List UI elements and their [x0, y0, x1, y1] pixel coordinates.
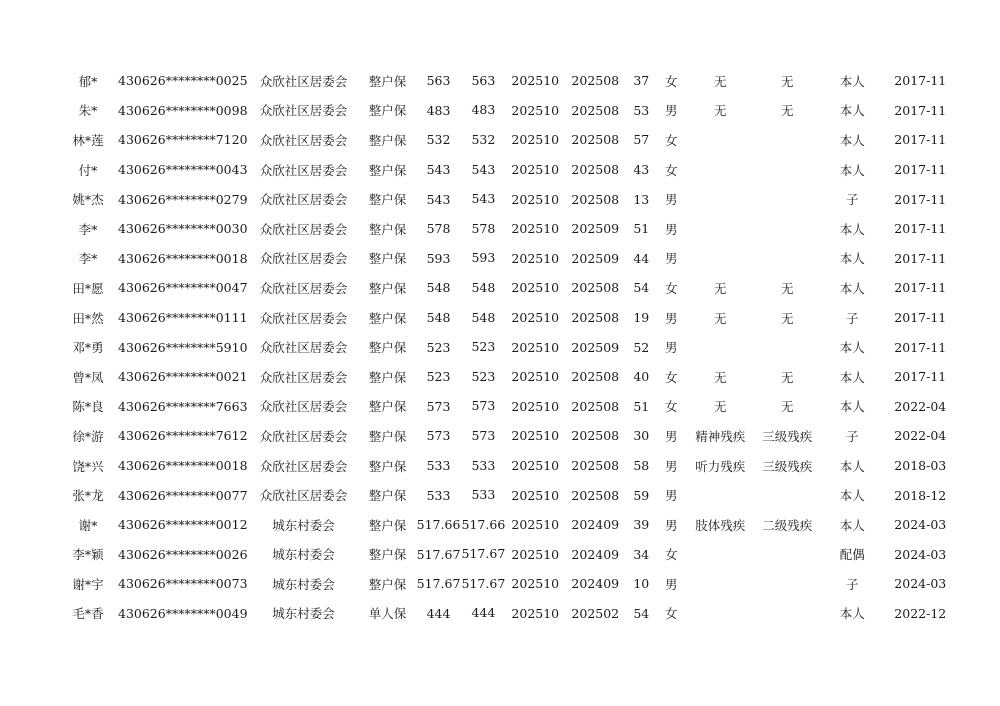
table-row — [58, 125, 955, 155]
total-amount-cell: 563 — [471, 72, 496, 88]
amount-cell: 563 — [426, 73, 451, 89]
amount-cell: 573 — [426, 428, 451, 444]
aid-type-cell: 整户保 — [368, 132, 407, 148]
aid-type-cell: 整户保 — [368, 251, 407, 267]
age-cell: 30 — [633, 428, 650, 444]
age-cell: 57 — [633, 132, 650, 148]
disability-level-cell — [755, 244, 819, 274]
aid-type-cell: 整户保 — [368, 517, 407, 533]
age-cell: 52 — [633, 339, 650, 355]
approval-date-cell: 2022-04 — [894, 428, 947, 444]
aid-type-cell: 整户保 — [368, 488, 407, 504]
relation-cell: 子 — [846, 310, 859, 326]
age-cell: 34 — [633, 546, 650, 562]
name-cell: 林*莲 — [72, 132, 104, 148]
age-cell: 51 — [633, 221, 650, 237]
disability-level-cell — [755, 569, 819, 599]
gender-cell: 男 — [665, 458, 678, 474]
gender-cell: 男 — [665, 517, 678, 533]
start-month-cell: 202509 — [571, 250, 620, 266]
start-month-cell: 202508 — [571, 280, 620, 296]
gender-cell: 男 — [665, 488, 678, 504]
month-cell: 202510 — [511, 191, 560, 207]
age-cell: 43 — [633, 162, 650, 178]
amount-cell: 483 — [426, 102, 451, 118]
table-row — [58, 66, 955, 96]
table-row — [58, 421, 955, 451]
approval-date-cell: 2022-04 — [894, 398, 947, 414]
relation-cell: 本人 — [839, 340, 865, 356]
approval-date-cell: 2017-11 — [894, 132, 947, 148]
relation-cell: 本人 — [839, 103, 865, 119]
aid-type-cell: 整户保 — [368, 399, 407, 415]
gender-cell: 男 — [665, 340, 678, 356]
disability-level-cell — [755, 184, 819, 214]
month-cell: 202510 — [511, 428, 560, 444]
gender-cell: 男 — [665, 310, 678, 326]
age-cell: 53 — [633, 102, 650, 118]
aid-type-cell: 整户保 — [368, 428, 407, 444]
name-cell: 李* — [78, 251, 98, 267]
approval-date-cell: 2018-12 — [894, 487, 947, 503]
disability-level-cell — [755, 155, 819, 185]
approval-date-cell: 2024-03 — [894, 576, 947, 592]
table-row — [58, 184, 955, 214]
id-number-cell: 430626********0279 — [118, 191, 248, 207]
name-cell: 陈*良 — [72, 399, 104, 415]
total-amount-cell: 444 — [471, 605, 496, 621]
disability-type-cell: 无 — [714, 310, 727, 326]
start-month-cell: 202508 — [571, 369, 620, 385]
month-cell: 202510 — [511, 221, 560, 237]
approval-date-cell: 2017-11 — [894, 102, 947, 118]
id-number-cell: 430626********0018 — [118, 458, 248, 474]
total-amount-cell: 517.66 — [461, 516, 506, 532]
disability-level-cell: 三级残疾 — [762, 428, 813, 444]
disability-level-cell — [755, 599, 819, 629]
total-amount-cell: 533 — [471, 487, 496, 503]
relation-cell: 本人 — [839, 517, 865, 533]
start-month-cell: 202508 — [571, 73, 620, 89]
month-cell: 202510 — [511, 398, 560, 414]
organization-cell: 众欣社区居委会 — [259, 132, 348, 148]
id-number-cell: 430626********0047 — [118, 280, 248, 296]
amount-cell: 523 — [426, 339, 451, 355]
approval-date-cell: 2017-11 — [894, 280, 947, 296]
gender-cell: 男 — [665, 192, 678, 208]
organization-cell: 众欣社区居委会 — [259, 162, 348, 178]
age-cell: 54 — [633, 605, 650, 621]
disability-level-cell — [755, 332, 819, 362]
start-month-cell: 202509 — [571, 221, 620, 237]
total-amount-cell: 543 — [471, 191, 496, 207]
id-number-cell: 430626********0077 — [118, 487, 248, 503]
total-amount-cell: 578 — [471, 220, 496, 236]
disability-level-cell: 无 — [781, 369, 794, 385]
total-amount-cell: 573 — [471, 427, 496, 443]
relation-cell: 配偶 — [839, 547, 865, 563]
table-row — [58, 303, 955, 333]
relation-cell: 子 — [846, 428, 859, 444]
disability-level-cell: 无 — [781, 399, 794, 415]
amount-cell: 533 — [426, 458, 451, 474]
amount-cell: 532 — [426, 132, 451, 148]
amount-cell: 523 — [426, 369, 451, 385]
start-month-cell: 202502 — [571, 605, 620, 621]
relation-cell: 本人 — [839, 221, 865, 237]
name-cell: 饶*兴 — [72, 458, 104, 474]
disability-type-cell — [685, 155, 755, 185]
total-amount-cell: 548 — [471, 309, 496, 325]
disability-type-cell: 无 — [714, 399, 727, 415]
age-cell: 54 — [633, 280, 650, 296]
start-month-cell: 202508 — [571, 191, 620, 207]
aid-type-cell: 单人保 — [368, 606, 407, 622]
disability-level-cell: 二级残疾 — [762, 517, 813, 533]
disability-level-cell: 无 — [781, 103, 794, 119]
start-month-cell: 202509 — [571, 339, 620, 355]
organization-cell: 众欣社区居委会 — [259, 310, 348, 326]
age-cell: 44 — [633, 250, 650, 266]
start-month-cell: 202508 — [571, 162, 620, 178]
disability-type-cell — [685, 244, 755, 274]
relation-cell: 子 — [846, 576, 859, 592]
month-cell: 202510 — [511, 339, 560, 355]
organization-cell: 众欣社区居委会 — [259, 192, 348, 208]
month-cell: 202510 — [511, 310, 560, 326]
aid-type-cell: 整户保 — [368, 162, 407, 178]
aid-type-cell: 整户保 — [368, 221, 407, 237]
start-month-cell: 202508 — [571, 428, 620, 444]
aid-type-cell: 整户保 — [368, 547, 407, 563]
month-cell: 202510 — [511, 162, 560, 178]
start-month-cell: 202508 — [571, 487, 620, 503]
id-number-cell: 430626********0043 — [118, 162, 248, 178]
total-amount-cell: 573 — [471, 398, 496, 414]
amount-cell: 517.67 — [416, 546, 461, 562]
approval-date-cell: 2024-03 — [894, 546, 947, 562]
name-cell: 李*颖 — [72, 547, 104, 563]
gender-cell: 男 — [665, 251, 678, 267]
aid-type-cell: 整户保 — [368, 73, 407, 89]
age-cell: 58 — [633, 458, 650, 474]
disability-type-cell: 无 — [714, 103, 727, 119]
organization-cell: 众欣社区居委会 — [259, 280, 348, 296]
start-month-cell: 202409 — [571, 517, 620, 533]
disability-level-cell — [755, 540, 819, 570]
approval-date-cell: 2022-12 — [894, 605, 947, 621]
month-cell: 202510 — [511, 280, 560, 296]
id-number-cell: 430626********0025 — [118, 73, 248, 89]
name-cell: 田*愿 — [72, 280, 104, 296]
age-cell: 59 — [633, 487, 650, 503]
disability-type-cell — [685, 125, 755, 155]
organization-cell: 众欣社区居委会 — [259, 251, 348, 267]
recipient-table — [58, 66, 955, 628]
month-cell: 202510 — [511, 102, 560, 118]
name-cell: 姚*杰 — [72, 192, 104, 208]
start-month-cell: 202508 — [571, 102, 620, 118]
id-number-cell: 430626********0098 — [118, 102, 248, 118]
organization-cell: 众欣社区居委会 — [259, 221, 348, 237]
relation-cell: 本人 — [839, 369, 865, 385]
gender-cell: 女 — [665, 280, 678, 296]
table-row — [58, 599, 955, 629]
amount-cell: 548 — [426, 280, 451, 296]
month-cell: 202510 — [511, 605, 560, 621]
id-number-cell: 430626********7612 — [118, 428, 248, 444]
age-cell: 40 — [633, 369, 650, 385]
amount-cell: 548 — [426, 310, 451, 326]
disability-type-cell: 无 — [714, 280, 727, 296]
relation-cell: 本人 — [839, 132, 865, 148]
approval-date-cell: 2017-11 — [894, 221, 947, 237]
gender-cell: 女 — [665, 369, 678, 385]
id-number-cell: 430626********0018 — [118, 250, 248, 266]
disability-level-cell — [755, 125, 819, 155]
aid-type-cell: 整户保 — [368, 340, 407, 356]
month-cell: 202510 — [511, 576, 560, 592]
disability-type-cell — [685, 184, 755, 214]
organization-cell: 众欣社区居委会 — [259, 428, 348, 444]
id-number-cell: 430626********0021 — [118, 369, 248, 385]
disability-level-cell — [755, 480, 819, 510]
id-number-cell: 430626********0012 — [118, 517, 248, 533]
amount-cell: 578 — [426, 221, 451, 237]
table-row — [58, 244, 955, 274]
disability-type-cell: 听力残疾 — [695, 458, 746, 474]
start-month-cell: 202508 — [571, 458, 620, 474]
organization-cell: 城东村委会 — [272, 576, 335, 592]
approval-date-cell: 2017-11 — [894, 369, 947, 385]
approval-date-cell: 2017-11 — [894, 310, 947, 326]
amount-cell: 517.67 — [416, 576, 461, 592]
relation-cell: 子 — [846, 192, 859, 208]
name-cell: 谢*宇 — [72, 576, 104, 592]
gender-cell: 女 — [665, 606, 678, 622]
disability-level-cell: 无 — [781, 73, 794, 89]
id-number-cell: 430626********0073 — [118, 576, 248, 592]
approval-date-cell: 2017-11 — [894, 250, 947, 266]
total-amount-cell: 543 — [471, 161, 496, 177]
amount-cell: 543 — [426, 162, 451, 178]
month-cell: 202510 — [511, 369, 560, 385]
table-body — [58, 66, 955, 628]
age-cell: 37 — [633, 73, 650, 89]
disability-level-cell: 三级残疾 — [762, 458, 813, 474]
aid-type-cell: 整户保 — [368, 280, 407, 296]
aid-type-cell: 整户保 — [368, 369, 407, 385]
relation-cell: 本人 — [839, 399, 865, 415]
gender-cell: 男 — [665, 103, 678, 119]
amount-cell: 444 — [426, 605, 451, 621]
disability-type-cell: 精神残疾 — [695, 428, 746, 444]
amount-cell: 533 — [426, 487, 451, 503]
name-cell: 郁* — [78, 73, 98, 89]
approval-date-cell: 2017-11 — [894, 339, 947, 355]
disability-type-cell — [685, 540, 755, 570]
aid-type-cell: 整户保 — [368, 103, 407, 119]
aid-type-cell: 整户保 — [368, 576, 407, 592]
name-cell: 谢* — [78, 517, 98, 533]
month-cell: 202510 — [511, 458, 560, 474]
total-amount-cell: 532 — [471, 131, 496, 147]
disability-level-cell: 无 — [781, 310, 794, 326]
month-cell: 202510 — [511, 73, 560, 89]
age-cell: 39 — [633, 517, 650, 533]
table-row — [58, 96, 955, 126]
organization-cell: 众欣社区居委会 — [259, 340, 348, 356]
disability-type-cell — [685, 569, 755, 599]
table-row — [58, 540, 955, 570]
disability-type-cell — [685, 214, 755, 244]
approval-date-cell: 2017-11 — [894, 73, 947, 89]
relation-cell: 本人 — [839, 73, 865, 89]
organization-cell: 众欣社区居委会 — [259, 458, 348, 474]
name-cell: 毛*香 — [72, 606, 104, 622]
month-cell: 202510 — [511, 132, 560, 148]
table-row — [58, 332, 955, 362]
table-row — [58, 569, 955, 599]
disability-type-cell — [685, 599, 755, 629]
gender-cell: 女 — [665, 73, 678, 89]
relation-cell: 本人 — [839, 251, 865, 267]
start-month-cell: 202409 — [571, 546, 620, 562]
total-amount-cell: 533 — [471, 457, 496, 473]
id-number-cell: 430626********0026 — [118, 546, 248, 562]
total-amount-cell: 483 — [471, 102, 496, 118]
gender-cell: 女 — [665, 547, 678, 563]
name-cell: 徐*游 — [72, 428, 104, 444]
organization-cell: 城东村委会 — [272, 547, 335, 563]
disability-level-cell — [755, 214, 819, 244]
id-number-cell: 430626********7663 — [118, 398, 248, 414]
gender-cell: 女 — [665, 132, 678, 148]
disability-type-cell: 无 — [714, 73, 727, 89]
disability-type-cell: 肢体残疾 — [695, 517, 746, 533]
amount-cell: 517.66 — [416, 517, 461, 533]
organization-cell: 城东村委会 — [272, 517, 335, 533]
organization-cell: 众欣社区居委会 — [259, 73, 348, 89]
id-number-cell: 430626********0111 — [118, 310, 248, 326]
gender-cell: 男 — [665, 576, 678, 592]
id-number-cell: 430626********5910 — [118, 339, 248, 355]
age-cell: 19 — [633, 310, 650, 326]
total-amount-cell: 523 — [471, 339, 496, 355]
total-amount-cell: 593 — [471, 250, 496, 266]
approval-date-cell: 2018-03 — [894, 458, 947, 474]
total-amount-cell: 548 — [471, 279, 496, 295]
disability-type-cell — [685, 480, 755, 510]
total-amount-cell: 517.67 — [461, 575, 506, 591]
age-cell: 51 — [633, 398, 650, 414]
organization-cell: 城东村委会 — [272, 606, 335, 622]
organization-cell: 众欣社区居委会 — [259, 369, 348, 385]
table-row — [58, 273, 955, 303]
gender-cell: 男 — [665, 428, 678, 444]
month-cell: 202510 — [511, 517, 560, 533]
table-row — [58, 451, 955, 481]
name-cell: 田*然 — [72, 310, 104, 326]
start-month-cell: 202409 — [571, 576, 620, 592]
approval-date-cell: 2017-11 — [894, 191, 947, 207]
total-amount-cell: 523 — [471, 368, 496, 384]
table-row — [58, 510, 955, 540]
amount-cell: 573 — [426, 398, 451, 414]
start-month-cell: 202508 — [571, 132, 620, 148]
name-cell: 邓*勇 — [72, 340, 104, 356]
gender-cell: 女 — [665, 162, 678, 178]
table-row — [58, 392, 955, 422]
name-cell: 曾*凤 — [72, 369, 104, 385]
aid-type-cell: 整户保 — [368, 192, 407, 208]
organization-cell: 众欣社区居委会 — [259, 103, 348, 119]
disability-type-cell — [685, 332, 755, 362]
name-cell: 李* — [78, 221, 98, 237]
approval-date-cell: 2024-03 — [894, 517, 947, 533]
disability-level-cell: 无 — [781, 280, 794, 296]
month-cell: 202510 — [511, 546, 560, 562]
amount-cell: 543 — [426, 191, 451, 207]
total-amount-cell: 517.67 — [461, 546, 506, 562]
relation-cell: 本人 — [839, 606, 865, 622]
organization-cell: 众欣社区居委会 — [259, 488, 348, 504]
id-number-cell: 430626********0030 — [118, 221, 248, 237]
relation-cell: 本人 — [839, 162, 865, 178]
id-number-cell: 430626********7120 — [118, 132, 248, 148]
table-row — [58, 480, 955, 510]
gender-cell: 男 — [665, 221, 678, 237]
month-cell: 202510 — [511, 250, 560, 266]
age-cell: 10 — [633, 576, 650, 592]
organization-cell: 众欣社区居委会 — [259, 399, 348, 415]
table-row — [58, 362, 955, 392]
amount-cell: 593 — [426, 250, 451, 266]
name-cell: 张*龙 — [72, 488, 104, 504]
name-cell: 朱* — [78, 103, 98, 119]
approval-date-cell: 2017-11 — [894, 162, 947, 178]
relation-cell: 本人 — [839, 488, 865, 504]
age-cell: 13 — [633, 191, 650, 207]
aid-type-cell: 整户保 — [368, 458, 407, 474]
id-number-cell: 430626********0049 — [118, 605, 248, 621]
gender-cell: 女 — [665, 399, 678, 415]
month-cell: 202510 — [511, 487, 560, 503]
name-cell: 付* — [78, 162, 98, 178]
start-month-cell: 202508 — [571, 310, 620, 326]
aid-type-cell: 整户保 — [368, 310, 407, 326]
start-month-cell: 202508 — [571, 398, 620, 414]
table-row — [58, 214, 955, 244]
table-row — [58, 155, 955, 185]
relation-cell: 本人 — [839, 280, 865, 296]
relation-cell: 本人 — [839, 458, 865, 474]
disability-type-cell: 无 — [714, 369, 727, 385]
